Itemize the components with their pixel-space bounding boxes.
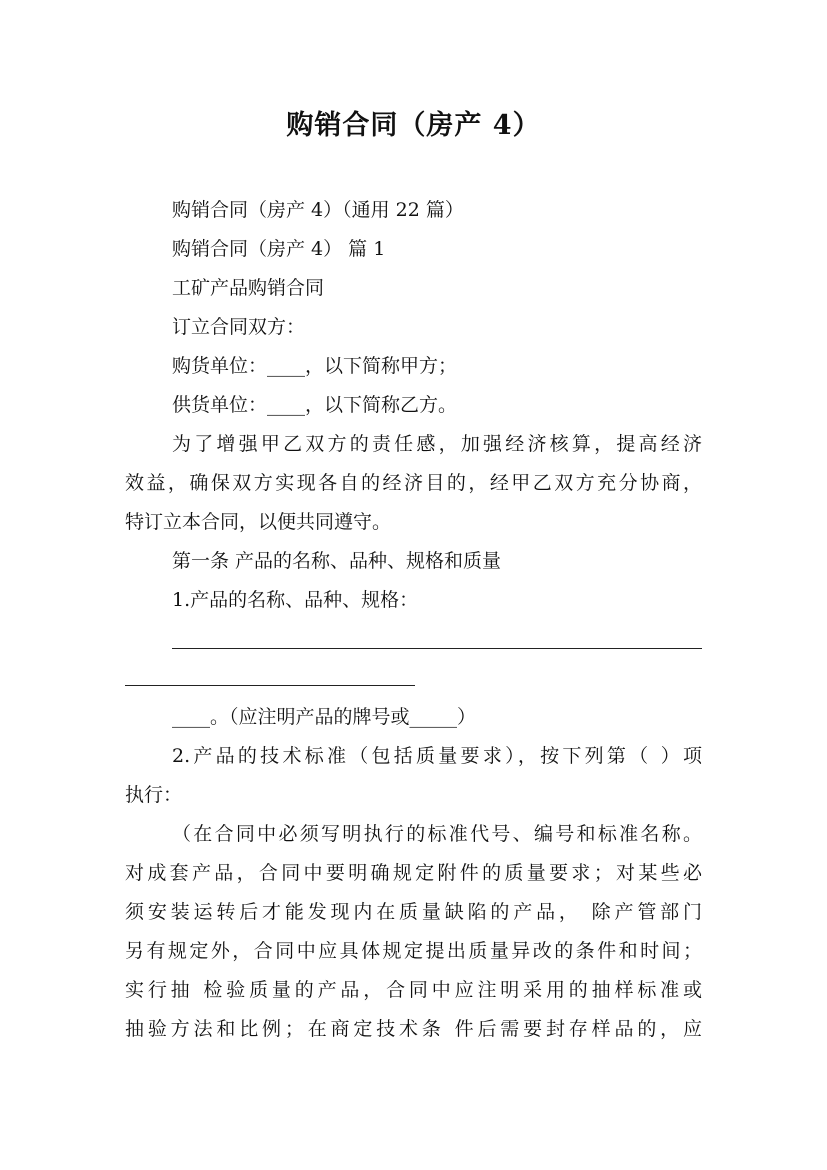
preamble-line-3: 特订立本合同，以便共同遵守。 xyxy=(125,511,392,533)
document-subtitle: 购销合同（房产 4）（通用 22 篇） xyxy=(172,199,464,221)
fill-in-line xyxy=(172,648,702,649)
note-line-2: 对成套产品，合同中要明确规定附件的质量要求；对某些必 xyxy=(125,862,702,884)
contract-name: 工矿产品购销合同 xyxy=(172,277,325,299)
brand-note-line: ____。（应注明产品的牌号或_____） xyxy=(172,706,477,728)
seller-line: 供货单位：____，以下简称乙方。 xyxy=(172,394,458,416)
note-line-5: 实行抽 检验质量的产品，合同中应注明采用的抽样标准或 xyxy=(125,979,702,1001)
preamble-line-2: 效益，确保双方实现各自的经济目的，经甲乙双方充分协商， xyxy=(125,472,702,494)
section-heading: 购销合同（房产 4） 篇 1 xyxy=(172,238,386,260)
article-one-heading: 第一条 产品的名称、品种、规格和质量 xyxy=(172,550,502,572)
clause-1-label: 1.产品的名称、品种、规格： xyxy=(172,589,419,611)
preamble-line-1: 为了增强甲乙双方的责任感，加强经济核算，提高经济 xyxy=(172,433,702,455)
fill-in-line xyxy=(125,685,415,686)
note-line-3: 须安装运转后才能发现内在质量缺陷的产品， 除产管部门 xyxy=(125,901,702,923)
clause-2-line-1: 2.产品的技术标准（包括质量要求），按下列第（ ）项 xyxy=(172,745,702,767)
note-line-4: 另有规定外，合同中应具体规定提出质量异改的条件和时间； xyxy=(125,940,702,962)
note-line-6: 抽验方法和比例；在商定技术条 件后需要封存样品的，应 xyxy=(125,1018,702,1040)
document-title: 购销合同（房产 4） xyxy=(286,110,541,141)
clause-2-line-2: 执行： xyxy=(125,784,183,806)
parties-label: 订立合同双方： xyxy=(172,316,306,338)
buyer-line: 购货单位：____，以下简称甲方； xyxy=(172,355,458,377)
note-line-1: （在合同中必须写明执行的标准代号、编号和标准名称。 xyxy=(172,823,702,845)
